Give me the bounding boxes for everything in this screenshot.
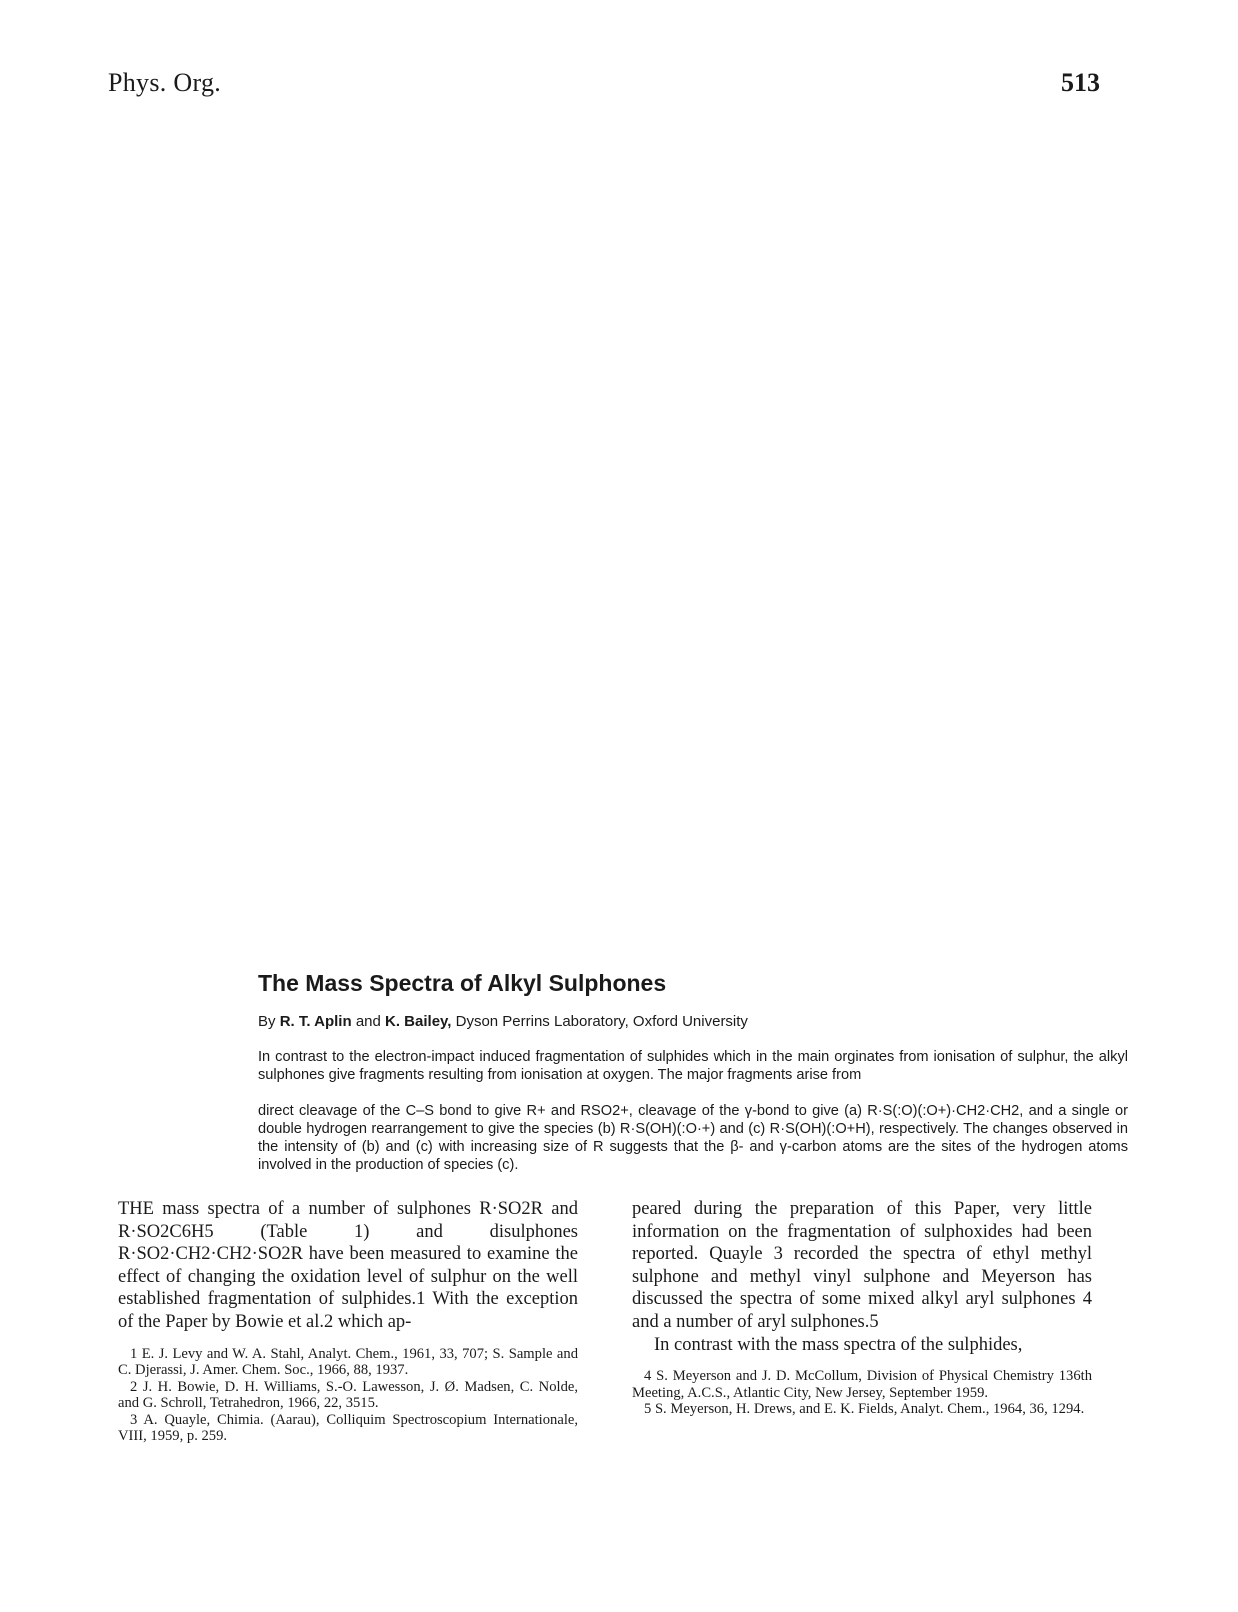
abstract xyxy=(258,1048,1128,1174)
body-paragraph-3: In contrast with the mass spectra of the sulphides, xyxy=(654,1334,1023,1355)
article-title: The Mass Spectra of Alkyl Sulphones xyxy=(258,970,667,996)
byline-and: and xyxy=(355,1013,381,1030)
footnote-5: 5 S. Meyerson, H. Drews, and E. K. Fields, Analyt. Chem., 1964, 36, 1294. xyxy=(644,1401,1085,1418)
byline-prefix: By xyxy=(258,1013,276,1030)
footnotes-left xyxy=(118,1346,578,1445)
abstract-line-1: In contrast to the electron-impact induced fragmentation of sulphides which in the main orginates from ionisation of sulphur, the alkyl sulphones give fragments resulting from ionisation at oxygen. The major fragments arise from xyxy=(258,1049,1128,1083)
author-1: R. T. Aplin xyxy=(279,1013,352,1030)
body-paragraph-2: peared during the preparation of this Paper, very little information on the fragmentation of sulphoxides had been reported. Quayle 3 recorded the spectra of ethyl methyl sulphone and methyl vinyl sulphone and Meyerson has discussed the spectra of some mixed alkyl aryl sulphones 4 and a number of aryl sulphones.5 xyxy=(632,1199,1092,1332)
footnotes-right xyxy=(632,1368,1092,1418)
footnote-4: 4 S. Meyerson and J. D. McCollum, Division of Physical Chemistry 136th Meeting, A.C.S., Atlantic City, New Jersey, September 1959. xyxy=(632,1368,1092,1401)
author-2: K. Bailey, xyxy=(385,1013,452,1030)
left-column xyxy=(118,1198,578,1445)
right-column xyxy=(632,1198,1092,1418)
footnote-2: 2 J. H. Bowie, D. H. Williams, S.-O. Lawesson, J. Ø. Madsen, C. Nolde, and G. Schroll, Tetrahedron, 1966, 22, 3515. xyxy=(118,1378,578,1412)
page-number: 513 xyxy=(1061,68,1100,97)
footnote-3: 3 A. Quayle, Chimia. (Aarau), Colliquim Spectroscopium Internationale, VIII, 1959, p. 259. xyxy=(118,1411,578,1445)
abstract-line-2: direct cleavage of the C–S bond to give R+ and RSO2+, cleavage of the γ-bond to give (a) R·S(:O)(:O+)·CH2·CH2, and a single or double hydrogen rearrangement to give the species (b) R·S(OH)(:O·+) and (c) R·S(OH)(:O+H), respectively. The changes observed in the intensity of (b) and (c) with increasing size of R suggests that the β- and γ-carbon atoms are the sites of the hydrogen atoms involved in the production of species (c). xyxy=(258,1103,1128,1173)
footnote-1: 1 E. J. Levy and W. A. Stahl, Analyt. Chem., 1961, 33, 707; S. Sample and C. Djerassi, J. Amer. Chem. Soc., 1966, 88, 1937. xyxy=(118,1345,578,1379)
byline xyxy=(258,1013,748,1030)
body-paragraph-1: THE mass spectra of a number of sulphones R·SO2R and R·SO2C6H5 (Table 1) and disulphones R·SO2·CH2·CH2·SO2R have been measured to examine the effect of changing the oxidation level of sulphur on the well established fragmentation of sulphides.1 With the exception of the Paper by Bowie et al.2 which ap- xyxy=(118,1199,578,1332)
journal-section-header: Phys. Org. xyxy=(108,68,222,97)
affiliation: Dyson Perrins Laboratory, Oxford University xyxy=(455,1013,748,1030)
